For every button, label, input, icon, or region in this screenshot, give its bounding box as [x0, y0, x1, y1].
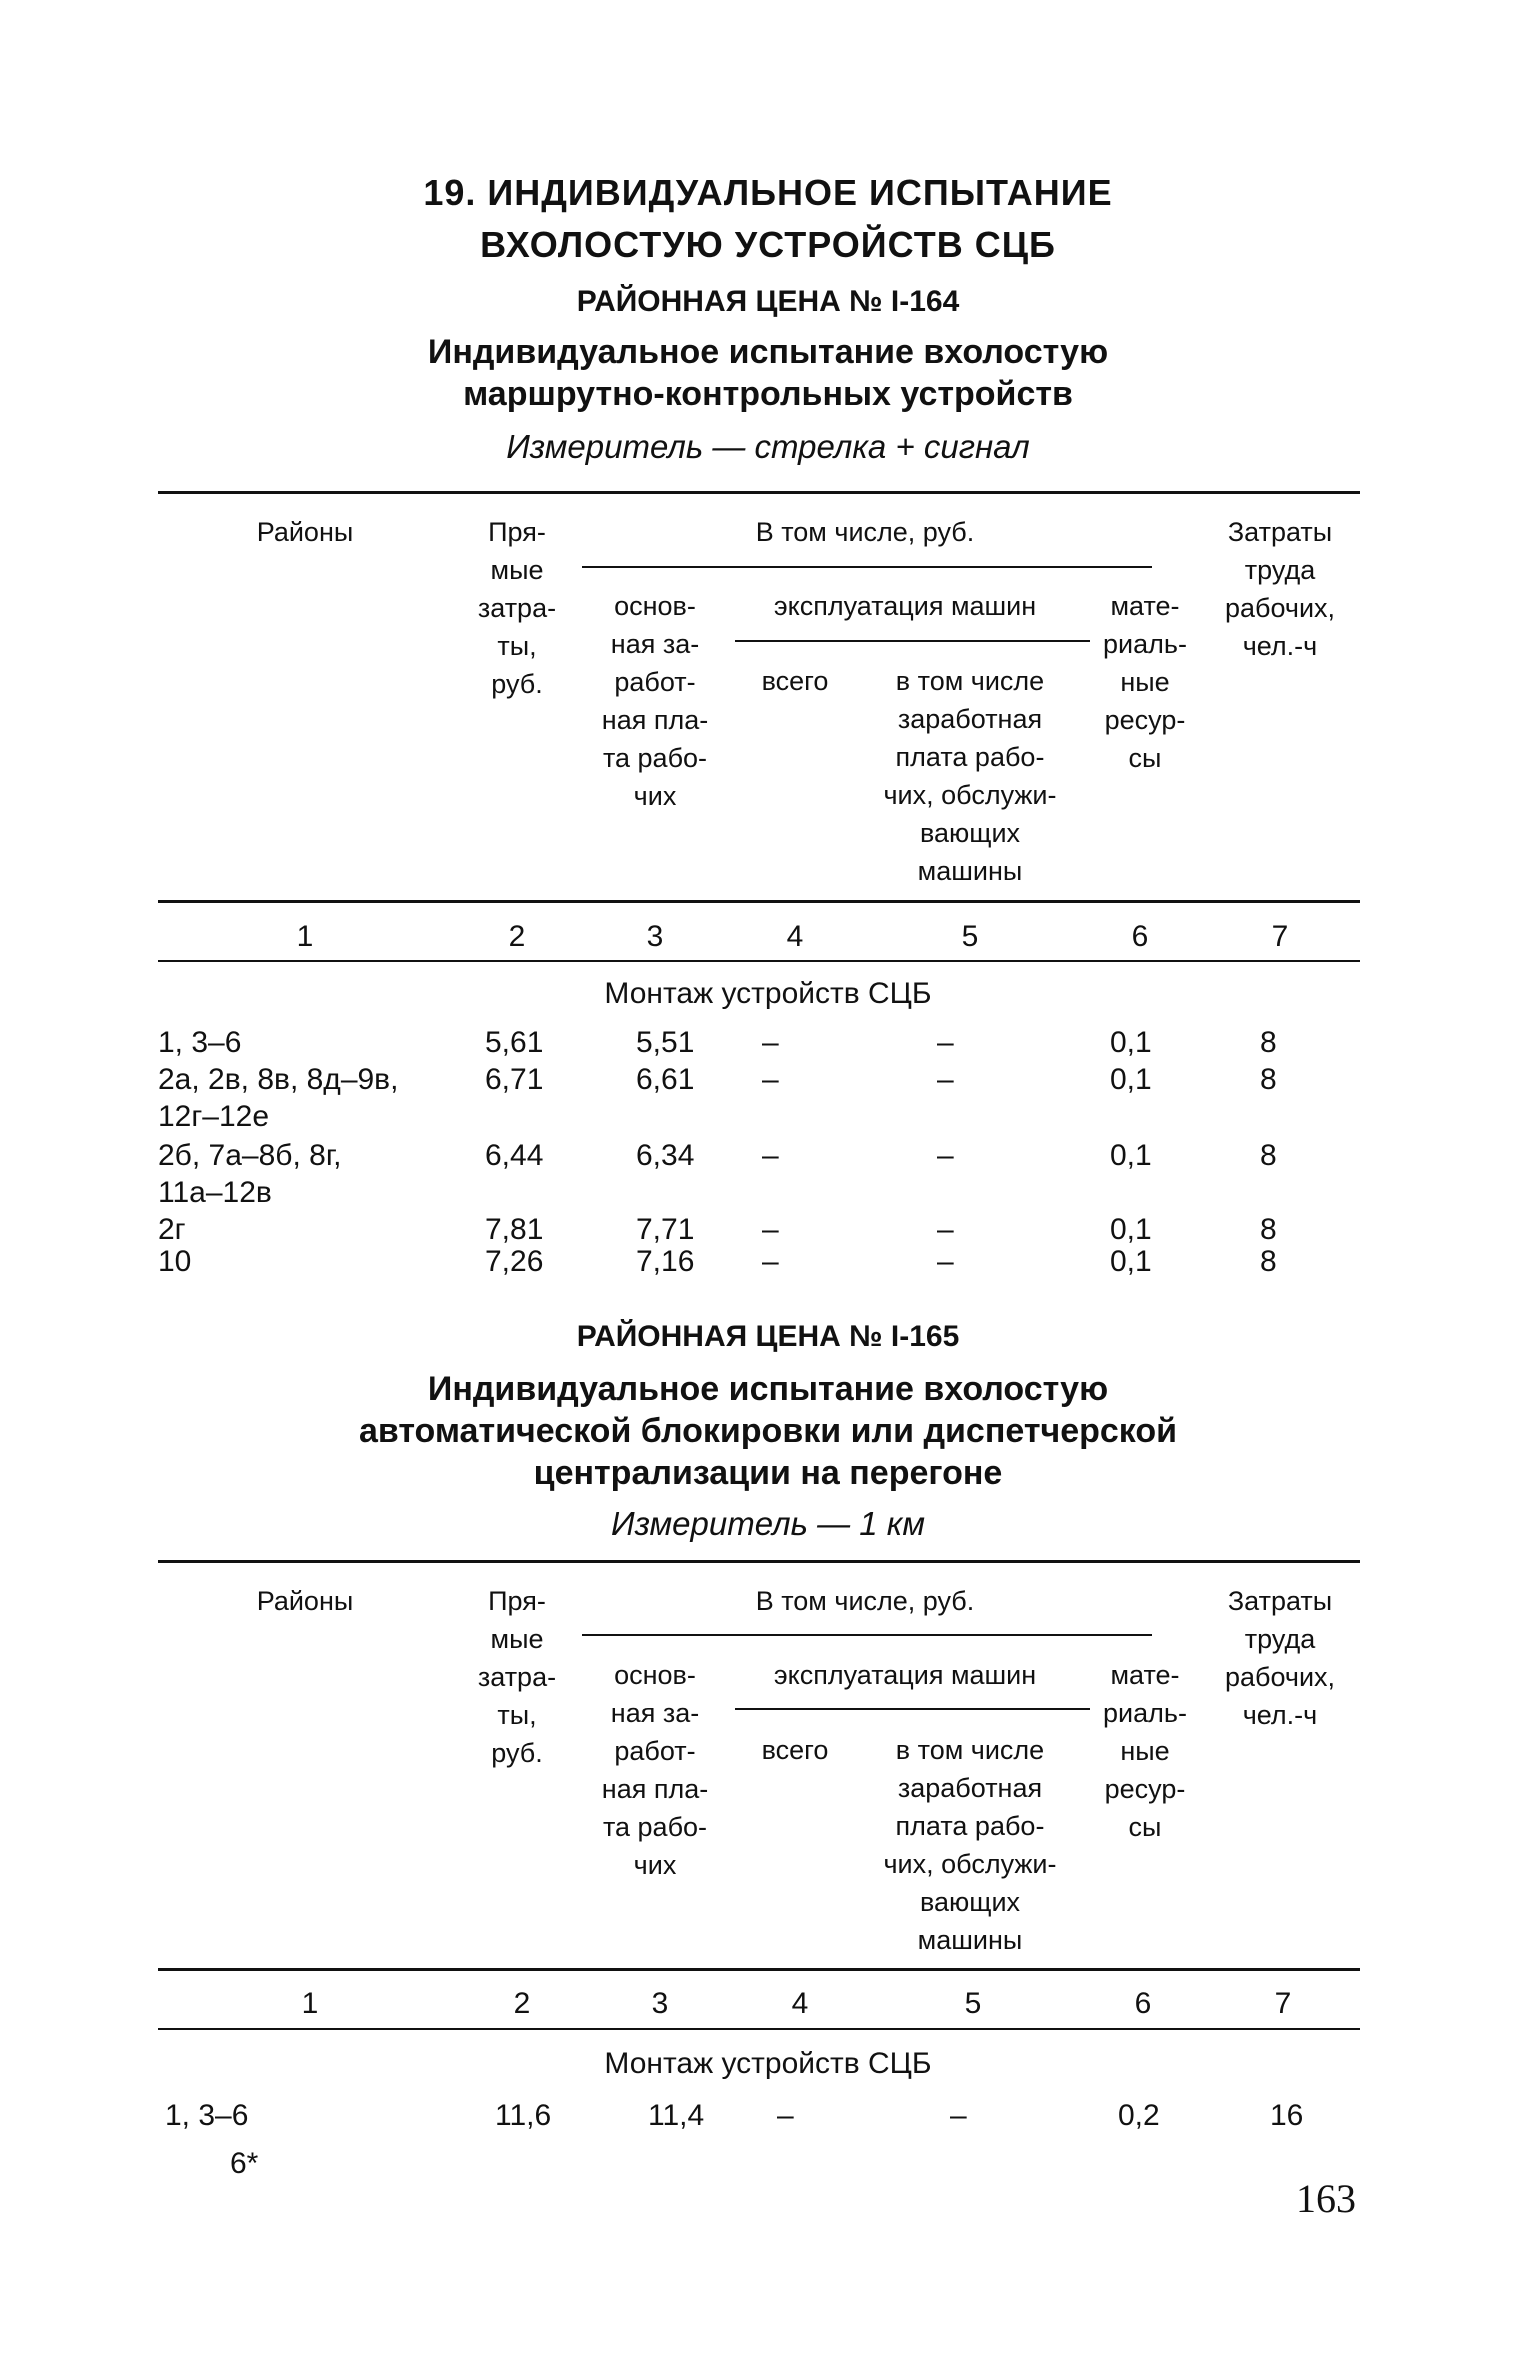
row-machine-total: – — [777, 2099, 794, 2132]
table1-colnum-1: 1 — [296, 920, 314, 953]
row-basic-wage: 7,16 — [636, 1245, 695, 1278]
table1-colnum-rule — [158, 960, 1360, 962]
row-direct-costs: 7,26 — [485, 1245, 544, 1278]
table1-hdr-total: всего — [761, 666, 829, 696]
table2-colnum-2: 2 — [513, 1987, 531, 2020]
row-materials: 0,1 — [1110, 1139, 1152, 1172]
table1-colnum-2: 2 — [508, 920, 526, 953]
row-direct-costs: 7,81 — [485, 1213, 544, 1246]
row-machine-total: – — [762, 1026, 779, 1059]
row-basic-wage: 7,71 — [636, 1213, 695, 1246]
table2-colnum-4: 4 — [791, 1987, 809, 2020]
table1-hdr-machine-operation: эксплуатация машин — [773, 591, 1037, 621]
row-region: 1, 3–6 — [158, 1026, 242, 1059]
row-machine-wage: – — [937, 1139, 954, 1172]
row-basic-wage: 6,34 — [636, 1139, 695, 1172]
row-materials: 0,1 — [1110, 1026, 1152, 1059]
row-machine-wage: – — [950, 2099, 967, 2132]
row-basic-wage: 6,61 — [636, 1063, 695, 1096]
row-region: 10 — [158, 1245, 192, 1278]
table2-hdr-machine-operation: эксплуатация машин — [773, 1660, 1037, 1690]
table2-hdr-basic-wage: основ- ная за- работ- ная пла- та рабо- чих — [601, 1660, 709, 1880]
table2-meter: Измеритель — 1 км — [610, 1505, 926, 1542]
table2-hdr-total: всего — [761, 1735, 829, 1765]
row-machine-wage: – — [937, 1063, 954, 1096]
row-materials: 0,1 — [1110, 1063, 1152, 1096]
row-machine-total: – — [762, 1139, 779, 1172]
row-labor: 8 — [1260, 1245, 1277, 1278]
row-materials: 0,2 — [1118, 2099, 1160, 2132]
row-labor: 16 — [1270, 2099, 1304, 2132]
table1-top-rule — [158, 491, 1360, 494]
footnote-mark: 6* — [230, 2147, 259, 2180]
table1-hdr-including: В том числе, руб. — [755, 517, 975, 547]
table1-hdr-regions: Районы — [256, 517, 354, 547]
table2-colnum-5: 5 — [964, 1987, 982, 2020]
table1-hdr-direct-costs: Пря- мые затра- ты, руб. — [477, 517, 557, 699]
table2-header-bottom-rule — [158, 1968, 1360, 1971]
table2-top-rule — [158, 1560, 1360, 1563]
page-number: 163 — [1296, 2176, 1356, 2221]
table1-meter: Измеритель — стрелка + сигнал — [506, 428, 1030, 465]
table1-colnum-5: 5 — [961, 920, 979, 953]
table2-colnum-rule — [158, 2028, 1360, 2030]
row-direct-costs: 6,44 — [485, 1139, 544, 1172]
row-labor: 8 — [1260, 1026, 1277, 1059]
table1-hdr-labor: Затраты труда рабочих, чел.-ч — [1224, 517, 1336, 661]
table2-colnum-6: 6 — [1134, 1987, 1152, 2020]
row-region-cont: 12г–12е — [158, 1100, 270, 1133]
table2-name-line2: автоматической блокировки или диспетчерской — [358, 1412, 1178, 1450]
table1-name-line2: маршрутно-контрольных устройств — [463, 375, 1073, 413]
table1-hdr-materials: мате- риаль- ные ресур- сы — [1103, 591, 1187, 773]
row-machine-total: – — [762, 1245, 779, 1278]
table1-hdr-incl-wage: в том числе заработная плата рабо- чих, обслужи- вающих машины — [883, 666, 1057, 886]
table1-header-bottom-rule — [158, 900, 1360, 903]
table2-hdr-materials: мате- риаль- ные ресур- сы — [1103, 1660, 1187, 1842]
row-basic-wage: 11,4 — [648, 2099, 705, 2132]
table2-name-line3: централизации на перегоне — [533, 1454, 1003, 1492]
row-labor: 8 — [1260, 1213, 1277, 1246]
table2-hdr-including: В том числе, руб. — [755, 1586, 975, 1616]
section-title-line1: 19. ИНДИВИДУАЛЬНОЕ ИСПЫТАНИЕ — [423, 172, 1113, 213]
row-machine-total: – — [762, 1213, 779, 1246]
section-title-line2: ВХОЛОСТУЮ УСТРОЙСТВ СЦБ — [480, 224, 1056, 265]
table2-hdr-direct-costs: Пря- мые затра- ты, руб. — [477, 1586, 557, 1768]
row-region: 1, 3–6 — [165, 2099, 249, 2132]
row-region: 2б, 7а–8б, 8г, — [158, 1139, 342, 1172]
row-direct-costs: 6,71 — [485, 1063, 544, 1096]
table2-hdr-incl-wage: в том числе заработная плата рабо- чих, обслужи- вающих машины — [883, 1735, 1057, 1955]
row-machine-wage: – — [937, 1213, 954, 1246]
table1-colnum-3: 3 — [646, 920, 664, 953]
table2-colnum-7: 7 — [1274, 1987, 1292, 2020]
table1-name-line1: Индивидуальное испытание вхолостую — [427, 333, 1109, 371]
table1-colnum-7: 7 — [1271, 920, 1289, 953]
row-direct-costs: 11,6 — [495, 2099, 552, 2132]
row-basic-wage: 5,51 — [636, 1026, 695, 1059]
table1-group-title: Монтаж устройств СЦБ — [604, 977, 932, 1010]
table2-colnum-3: 3 — [651, 1987, 669, 2020]
table1-hdr-rule-1 — [582, 566, 1152, 568]
row-region-cont: 11а–12в — [158, 1176, 272, 1209]
price-title-1: РАЙОННАЯ ЦЕНА № I-164 — [576, 285, 960, 318]
price-title-2: РАЙОННАЯ ЦЕНА № I-165 — [576, 1320, 960, 1353]
table2-hdr-regions: Районы — [256, 1586, 354, 1616]
row-materials: 0,1 — [1110, 1245, 1152, 1278]
row-materials: 0,1 — [1110, 1213, 1152, 1246]
row-labor: 8 — [1260, 1063, 1277, 1096]
table2-name-line1: Индивидуальное испытание вхолостую — [427, 1370, 1109, 1408]
table2-group-title: Монтаж устройств СЦБ — [604, 2047, 932, 2080]
table2-hdr-rule-1 — [582, 1634, 1152, 1636]
table1-colnum-6: 6 — [1131, 920, 1149, 953]
table1-hdr-rule-2 — [735, 640, 1090, 642]
row-region: 2а, 2в, 8в, 8д–9в, — [158, 1063, 399, 1096]
row-direct-costs: 5,61 — [485, 1026, 544, 1059]
row-machine-wage: – — [937, 1026, 954, 1059]
row-machine-wage: – — [937, 1245, 954, 1278]
table2-colnum-1: 1 — [301, 1987, 319, 2020]
row-labor: 8 — [1260, 1139, 1277, 1172]
table1-colnum-4: 4 — [786, 920, 804, 953]
row-region: 2г — [158, 1213, 186, 1246]
table2-hdr-rule-2 — [735, 1708, 1090, 1710]
row-machine-total: – — [762, 1063, 779, 1096]
table1-hdr-basic-wage: основ- ная за- работ- ная пла- та рабо- чих — [601, 591, 709, 811]
table2-hdr-labor: Затраты труда рабочих, чел.-ч — [1224, 1586, 1336, 1730]
